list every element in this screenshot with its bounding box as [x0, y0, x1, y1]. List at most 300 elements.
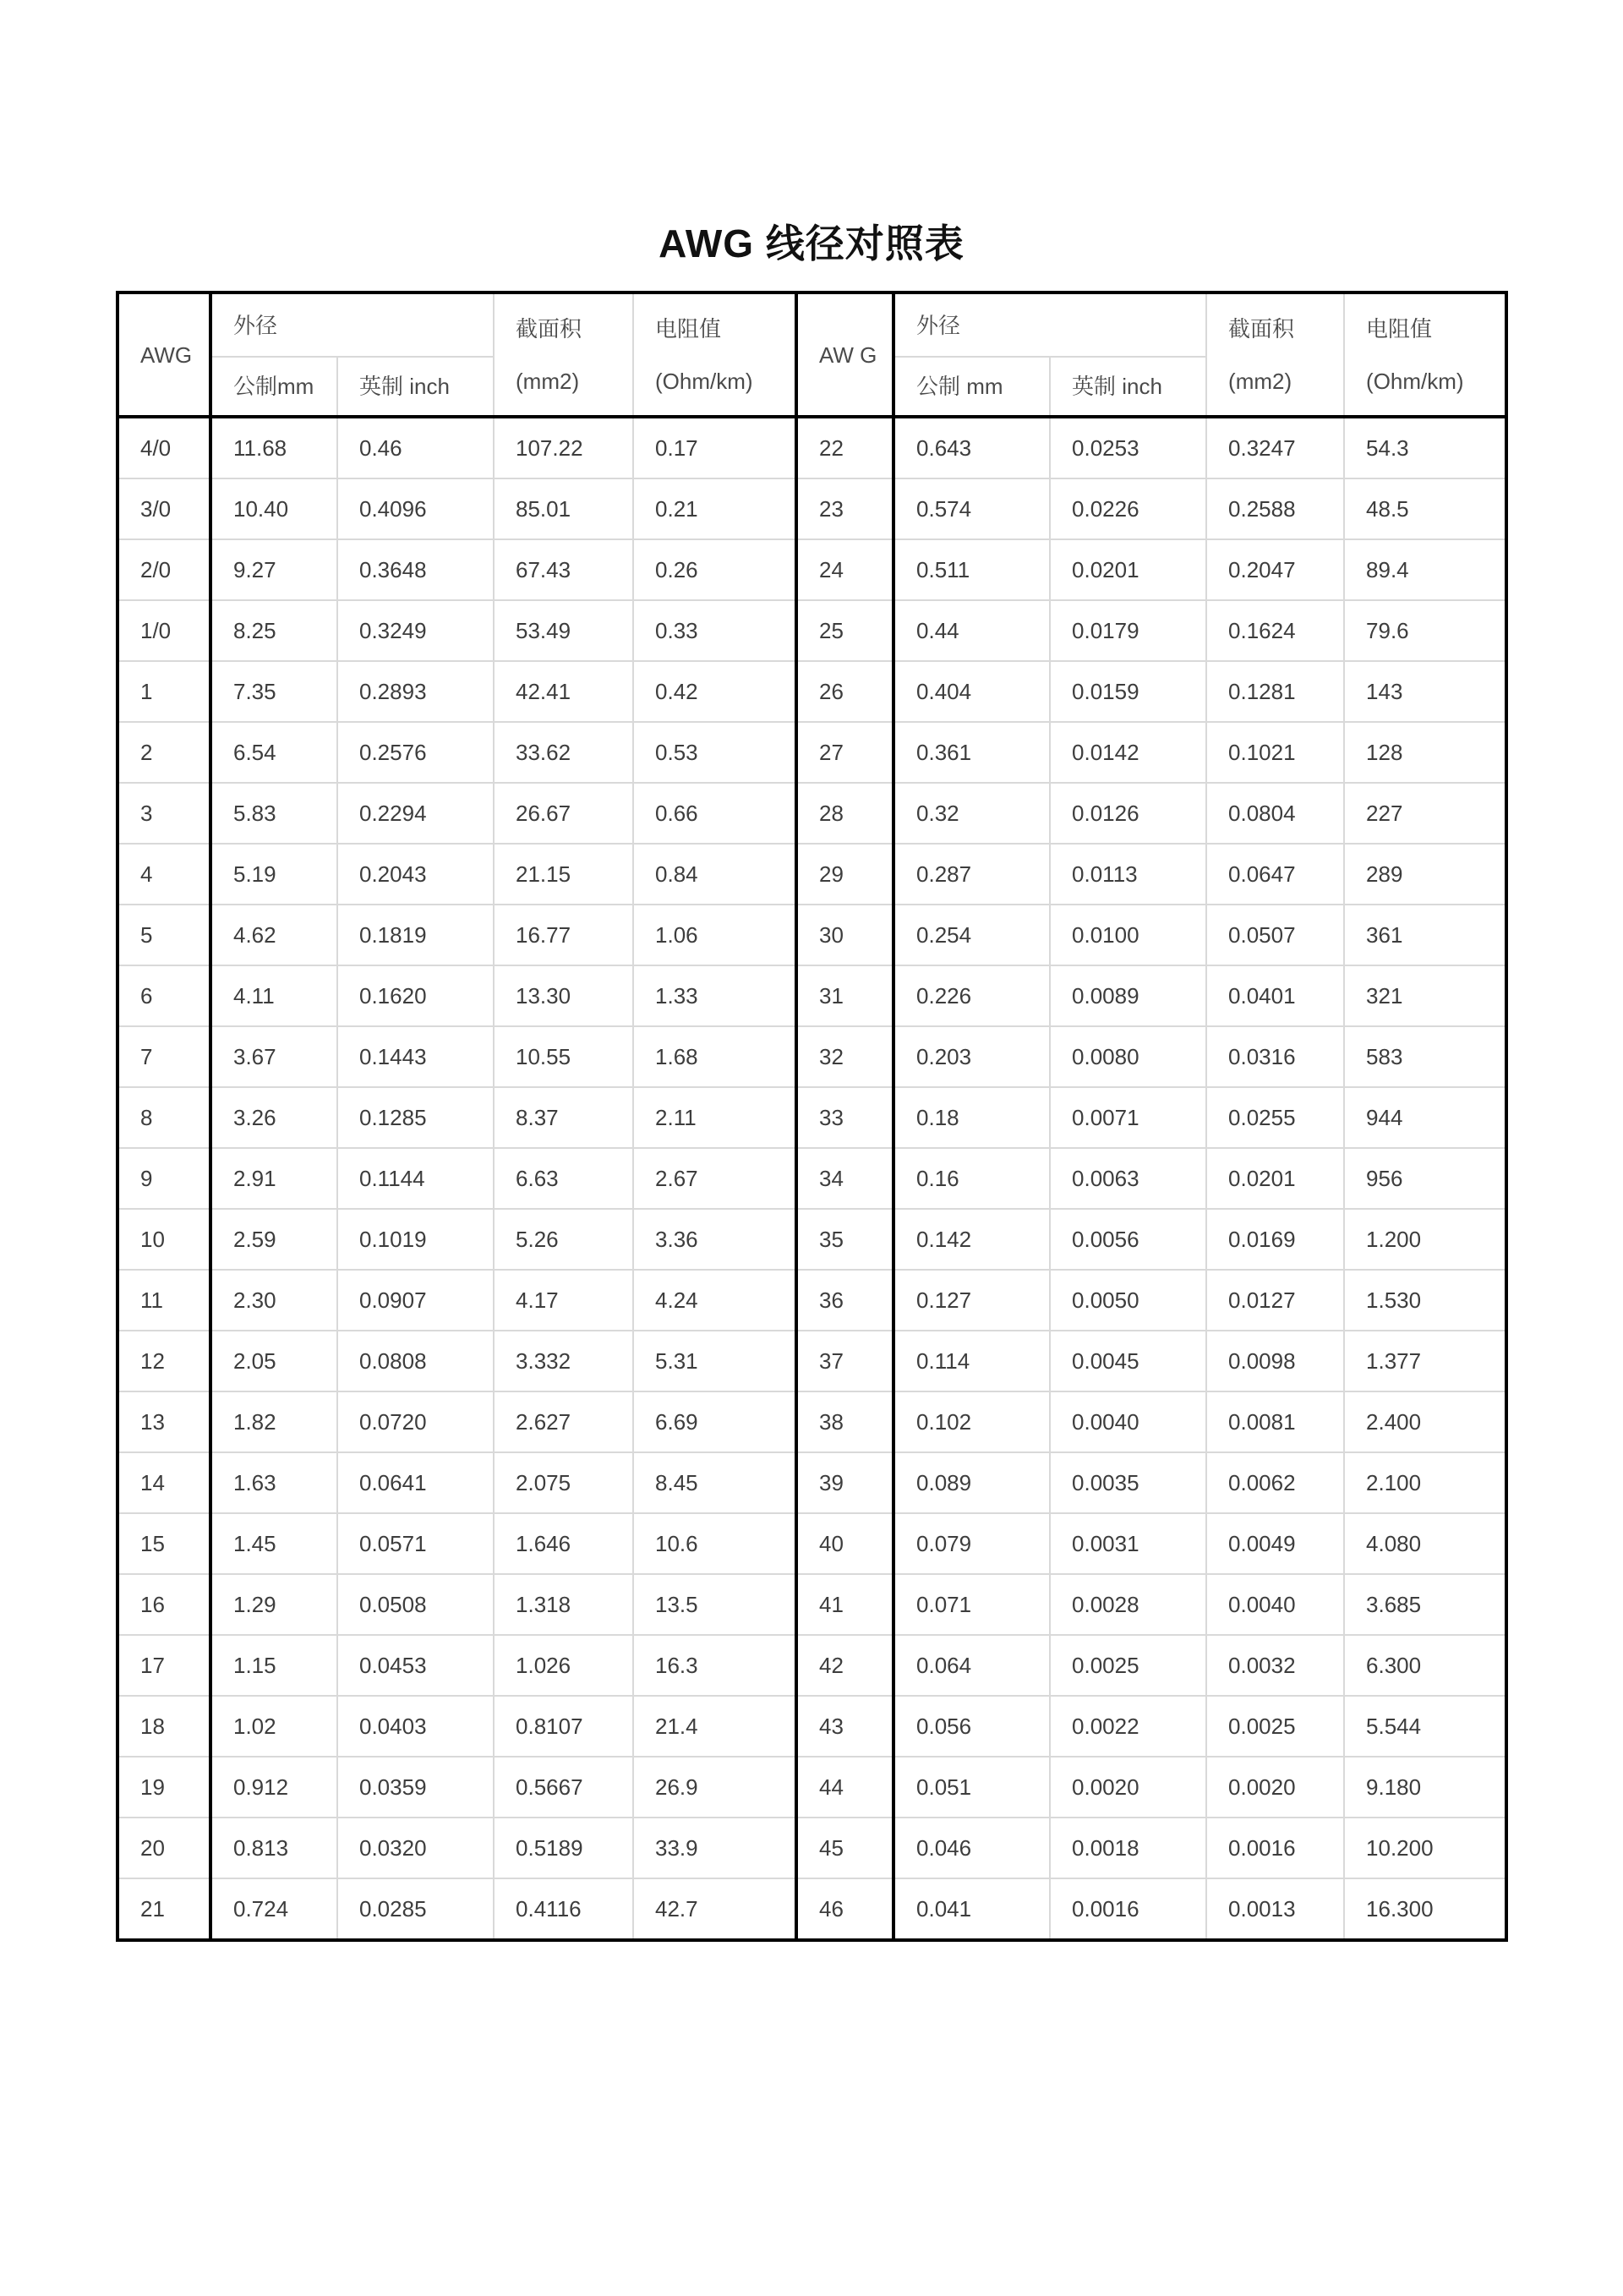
table-row — [117, 1331, 1506, 1391]
cell-resistance-right: 1.377 — [1344, 1331, 1506, 1391]
cell-resistance-right: 5.544 — [1344, 1696, 1506, 1757]
cell-awg-right: 44 — [796, 1757, 893, 1818]
cell-area-mm2-left: 67.43 — [494, 539, 633, 600]
table-row — [117, 1513, 1506, 1574]
cell-resistance-left: 1.06 — [633, 905, 796, 965]
cell-metric-mm-right: 0.114 — [893, 1331, 1050, 1391]
cell-resistance-right: 89.4 — [1344, 539, 1506, 600]
cell-area-mm2-right: 0.0401 — [1206, 965, 1344, 1026]
cell-imperial-inch-left: 0.1285 — [337, 1087, 494, 1148]
cell-imperial-inch-right: 0.0018 — [1050, 1818, 1206, 1878]
cell-metric-mm-left: 5.19 — [210, 844, 337, 905]
table-row — [117, 1574, 1506, 1635]
cell-awg-left: 2/0 — [117, 539, 210, 600]
cell-resistance-right: 16.300 — [1344, 1878, 1506, 1940]
cell-resistance-left: 0.84 — [633, 844, 796, 905]
cell-awg-right: 43 — [796, 1696, 893, 1757]
cell-area-mm2-left: 3.332 — [494, 1331, 633, 1391]
cell-awg-left: 11 — [117, 1270, 210, 1331]
cell-metric-mm-right: 0.051 — [893, 1757, 1050, 1818]
cell-imperial-inch-right: 0.0056 — [1050, 1209, 1206, 1270]
cell-area-mm2-left: 8.37 — [494, 1087, 633, 1148]
cell-metric-mm-left: 9.27 — [210, 539, 337, 600]
cell-awg-left: 17 — [117, 1635, 210, 1696]
cell-metric-mm-left: 8.25 — [210, 600, 337, 661]
cell-metric-mm-right: 0.361 — [893, 722, 1050, 783]
cell-awg-right: 35 — [796, 1209, 893, 1270]
cell-resistance-right: 289 — [1344, 844, 1506, 905]
cell-imperial-inch-right: 0.0089 — [1050, 965, 1206, 1026]
cell-awg-left: 10 — [117, 1209, 210, 1270]
cell-metric-mm-right: 0.287 — [893, 844, 1050, 905]
cell-awg-right: 24 — [796, 539, 893, 600]
cell-imperial-inch-right: 0.0080 — [1050, 1026, 1206, 1087]
cell-imperial-inch-left: 0.46 — [337, 417, 494, 478]
cell-imperial-inch-left: 0.0508 — [337, 1574, 494, 1635]
cell-resistance-left: 1.68 — [633, 1026, 796, 1087]
cell-imperial-inch-left: 0.0285 — [337, 1878, 494, 1940]
cell-awg-right: 46 — [796, 1878, 893, 1940]
cell-metric-mm-left: 2.05 — [210, 1331, 337, 1391]
cell-metric-mm-right: 0.203 — [893, 1026, 1050, 1087]
cell-area-mm2-right: 0.0049 — [1206, 1513, 1344, 1574]
cell-metric-mm-right: 0.089 — [893, 1452, 1050, 1513]
table-row — [117, 1878, 1506, 1940]
cell-metric-mm-right: 0.046 — [893, 1818, 1050, 1878]
cell-awg-right: 41 — [796, 1574, 893, 1635]
cell-imperial-inch-right: 0.0201 — [1050, 539, 1206, 600]
header-area-unit-left: (mm2) — [516, 368, 580, 394]
header-row-1 — [117, 292, 1506, 357]
table-row — [117, 1209, 1506, 1270]
cell-imperial-inch-right: 0.0071 — [1050, 1087, 1206, 1148]
header-resistance-title-right: 电阻值 — [1366, 315, 1433, 342]
cell-awg-left: 3/0 — [117, 478, 210, 539]
table-row — [117, 1148, 1506, 1209]
cell-metric-mm-left: 2.59 — [210, 1209, 337, 1270]
cell-area-mm2-right: 0.0804 — [1206, 783, 1344, 844]
cell-imperial-inch-right: 0.0253 — [1050, 417, 1206, 478]
cell-area-mm2-left: 53.49 — [494, 600, 633, 661]
cell-resistance-left: 0.66 — [633, 783, 796, 844]
cell-area-mm2-right: 0.2588 — [1206, 478, 1344, 539]
table-row — [117, 905, 1506, 965]
cell-metric-mm-left: 2.91 — [210, 1148, 337, 1209]
cell-metric-mm-right: 0.511 — [893, 539, 1050, 600]
cell-resistance-left: 0.33 — [633, 600, 796, 661]
cell-resistance-right: 583 — [1344, 1026, 1506, 1087]
cell-awg-left: 1/0 — [117, 600, 210, 661]
table-row — [117, 1087, 1506, 1148]
cell-imperial-inch-right: 0.0159 — [1050, 661, 1206, 722]
cell-metric-mm-left: 2.30 — [210, 1270, 337, 1331]
cell-metric-mm-left: 1.29 — [210, 1574, 337, 1635]
cell-area-mm2-left: 1.318 — [494, 1574, 633, 1635]
cell-area-mm2-right: 0.0201 — [1206, 1148, 1344, 1209]
cell-imperial-inch-left: 0.2043 — [337, 844, 494, 905]
cell-metric-mm-right: 0.127 — [893, 1270, 1050, 1331]
cell-metric-mm-left: 0.724 — [210, 1878, 337, 1940]
header-area-left — [494, 292, 633, 417]
cell-metric-mm-left: 1.82 — [210, 1391, 337, 1452]
cell-awg-left: 15 — [117, 1513, 210, 1574]
cell-metric-mm-right: 0.16 — [893, 1148, 1050, 1209]
cell-awg-right: 42 — [796, 1635, 893, 1696]
cell-imperial-inch-right: 0.0040 — [1050, 1391, 1206, 1452]
cell-awg-left: 3 — [117, 783, 210, 844]
header-resistance-left — [633, 292, 796, 417]
cell-area-mm2-left: 13.30 — [494, 965, 633, 1026]
cell-area-mm2-right: 0.0098 — [1206, 1331, 1344, 1391]
cell-area-mm2-left: 33.62 — [494, 722, 633, 783]
header-metric-right: 公制 mm — [893, 357, 1050, 417]
header-area-unit-right: (mm2) — [1228, 368, 1292, 394]
cell-imperial-inch-right: 0.0063 — [1050, 1148, 1206, 1209]
cell-imperial-inch-right: 0.0100 — [1050, 905, 1206, 965]
table-header — [117, 292, 1506, 417]
cell-area-mm2-right: 0.0169 — [1206, 1209, 1344, 1270]
cell-awg-right: 40 — [796, 1513, 893, 1574]
cell-resistance-right: 10.200 — [1344, 1818, 1506, 1878]
cell-resistance-right: 1.200 — [1344, 1209, 1506, 1270]
cell-awg-right: 29 — [796, 844, 893, 905]
cell-area-mm2-left: 107.22 — [494, 417, 633, 478]
cell-awg-left: 16 — [117, 1574, 210, 1635]
cell-metric-mm-right: 0.44 — [893, 600, 1050, 661]
cell-awg-right: 26 — [796, 661, 893, 722]
cell-resistance-right: 79.6 — [1344, 600, 1506, 661]
cell-area-mm2-left: 0.5667 — [494, 1757, 633, 1818]
cell-awg-left: 9 — [117, 1148, 210, 1209]
cell-resistance-left: 5.31 — [633, 1331, 796, 1391]
cell-resistance-left: 3.36 — [633, 1209, 796, 1270]
cell-resistance-right: 3.685 — [1344, 1574, 1506, 1635]
cell-resistance-left: 4.24 — [633, 1270, 796, 1331]
cell-metric-mm-left: 1.45 — [210, 1513, 337, 1574]
cell-awg-left: 6 — [117, 965, 210, 1026]
cell-imperial-inch-right: 0.0035 — [1050, 1452, 1206, 1513]
cell-area-mm2-right: 0.1021 — [1206, 722, 1344, 783]
header-area-title-left: 截面积 — [516, 315, 582, 342]
cell-area-mm2-left: 1.646 — [494, 1513, 633, 1574]
table-row — [117, 1026, 1506, 1087]
cell-resistance-right: 956 — [1344, 1148, 1506, 1209]
cell-resistance-left: 0.21 — [633, 478, 796, 539]
cell-imperial-inch-right: 0.0050 — [1050, 1270, 1206, 1331]
cell-imperial-inch-right: 0.0022 — [1050, 1696, 1206, 1757]
cell-awg-right: 30 — [796, 905, 893, 965]
awg-table — [116, 291, 1508, 1942]
cell-resistance-left: 13.5 — [633, 1574, 796, 1635]
cell-metric-mm-left: 3.67 — [210, 1026, 337, 1087]
cell-resistance-right: 944 — [1344, 1087, 1506, 1148]
cell-resistance-right: 321 — [1344, 965, 1506, 1026]
cell-imperial-inch-left: 0.1620 — [337, 965, 494, 1026]
cell-imperial-inch-left: 0.0641 — [337, 1452, 494, 1513]
cell-imperial-inch-left: 0.1019 — [337, 1209, 494, 1270]
table-row — [117, 965, 1506, 1026]
cell-awg-left: 7 — [117, 1026, 210, 1087]
cell-metric-mm-left: 10.40 — [210, 478, 337, 539]
cell-imperial-inch-right: 0.0031 — [1050, 1513, 1206, 1574]
table-row — [117, 1818, 1506, 1878]
table-row — [117, 1757, 1506, 1818]
table-row — [117, 1270, 1506, 1331]
cell-metric-mm-right: 0.102 — [893, 1391, 1050, 1452]
cell-area-mm2-right: 0.0040 — [1206, 1574, 1344, 1635]
cell-area-mm2-right: 0.3247 — [1206, 417, 1344, 478]
cell-awg-right: 25 — [796, 600, 893, 661]
cell-imperial-inch-left: 0.2294 — [337, 783, 494, 844]
table-row — [117, 600, 1506, 661]
cell-area-mm2-right: 0.0013 — [1206, 1878, 1344, 1940]
cell-awg-right: 32 — [796, 1026, 893, 1087]
cell-imperial-inch-left: 0.0403 — [337, 1696, 494, 1757]
cell-awg-right: 34 — [796, 1148, 893, 1209]
cell-awg-left: 21 — [117, 1878, 210, 1940]
cell-resistance-left: 0.42 — [633, 661, 796, 722]
cell-resistance-left: 1.33 — [633, 965, 796, 1026]
header-awg-right: AW G — [796, 292, 893, 417]
cell-metric-mm-right: 0.404 — [893, 661, 1050, 722]
cell-awg-right: 27 — [796, 722, 893, 783]
cell-area-mm2-right: 0.0507 — [1206, 905, 1344, 965]
cell-metric-mm-right: 0.18 — [893, 1087, 1050, 1148]
cell-resistance-left: 21.4 — [633, 1696, 796, 1757]
cell-imperial-inch-right: 0.0126 — [1050, 783, 1206, 844]
cell-metric-mm-left: 1.02 — [210, 1696, 337, 1757]
cell-metric-mm-left: 11.68 — [210, 417, 337, 478]
cell-area-mm2-left: 16.77 — [494, 905, 633, 965]
cell-awg-right: 36 — [796, 1270, 893, 1331]
cell-area-mm2-right: 0.2047 — [1206, 539, 1344, 600]
cell-metric-mm-right: 0.226 — [893, 965, 1050, 1026]
cell-imperial-inch-right: 0.0016 — [1050, 1878, 1206, 1940]
cell-imperial-inch-right: 0.0179 — [1050, 600, 1206, 661]
cell-metric-mm-right: 0.079 — [893, 1513, 1050, 1574]
cell-resistance-left: 8.45 — [633, 1452, 796, 1513]
table-row — [117, 1635, 1506, 1696]
cell-resistance-left: 10.6 — [633, 1513, 796, 1574]
table-row — [117, 844, 1506, 905]
cell-area-mm2-right: 0.0081 — [1206, 1391, 1344, 1452]
cell-awg-right: 31 — [796, 965, 893, 1026]
cell-area-mm2-left: 0.5189 — [494, 1818, 633, 1878]
header-outer-diameter-right: 外径 — [893, 292, 1206, 357]
cell-awg-right: 22 — [796, 417, 893, 478]
cell-metric-mm-left: 1.63 — [210, 1452, 337, 1513]
cell-area-mm2-left: 0.4116 — [494, 1878, 633, 1940]
cell-resistance-left: 0.26 — [633, 539, 796, 600]
cell-imperial-inch-left: 0.2576 — [337, 722, 494, 783]
cell-resistance-left: 2.67 — [633, 1148, 796, 1209]
cell-awg-left: 19 — [117, 1757, 210, 1818]
cell-imperial-inch-right: 0.0142 — [1050, 722, 1206, 783]
cell-imperial-inch-right: 0.0226 — [1050, 478, 1206, 539]
cell-area-mm2-right: 0.0255 — [1206, 1087, 1344, 1148]
cell-metric-mm-left: 7.35 — [210, 661, 337, 722]
cell-awg-left: 8 — [117, 1087, 210, 1148]
cell-area-mm2-right: 0.0062 — [1206, 1452, 1344, 1513]
header-imperial-right: 英制 inch — [1050, 357, 1206, 417]
header-area-title-right: 截面积 — [1228, 315, 1295, 342]
cell-metric-mm-right: 0.254 — [893, 905, 1050, 965]
cell-metric-mm-right: 0.574 — [893, 478, 1050, 539]
cell-imperial-inch-left: 0.3648 — [337, 539, 494, 600]
cell-resistance-right: 2.100 — [1344, 1452, 1506, 1513]
cell-resistance-right: 1.530 — [1344, 1270, 1506, 1331]
cell-imperial-inch-left: 0.2893 — [337, 661, 494, 722]
cell-metric-mm-left: 1.15 — [210, 1635, 337, 1696]
cell-resistance-right: 361 — [1344, 905, 1506, 965]
cell-imperial-inch-left: 0.0453 — [337, 1635, 494, 1696]
cell-resistance-left: 0.17 — [633, 417, 796, 478]
header-resistance-right — [1344, 292, 1506, 417]
cell-area-mm2-right: 0.0025 — [1206, 1696, 1344, 1757]
cell-metric-mm-left: 0.912 — [210, 1757, 337, 1818]
cell-metric-mm-left: 4.62 — [210, 905, 337, 965]
cell-resistance-right: 9.180 — [1344, 1757, 1506, 1818]
cell-imperial-inch-left: 0.0320 — [337, 1818, 494, 1878]
cell-imperial-inch-right: 0.0020 — [1050, 1757, 1206, 1818]
header-area-right — [1206, 292, 1344, 417]
cell-awg-left: 12 — [117, 1331, 210, 1391]
cell-awg-left: 4 — [117, 844, 210, 905]
table-row — [117, 1696, 1506, 1757]
table-row — [117, 1391, 1506, 1452]
cell-resistance-right: 227 — [1344, 783, 1506, 844]
header-metric-left: 公制mm — [210, 357, 337, 417]
cell-resistance-left: 42.7 — [633, 1878, 796, 1940]
cell-imperial-inch-left: 0.1144 — [337, 1148, 494, 1209]
cell-area-mm2-right: 0.0316 — [1206, 1026, 1344, 1087]
cell-resistance-left: 33.9 — [633, 1818, 796, 1878]
cell-resistance-left: 26.9 — [633, 1757, 796, 1818]
cell-metric-mm-right: 0.064 — [893, 1635, 1050, 1696]
cell-imperial-inch-left: 0.0720 — [337, 1391, 494, 1452]
cell-imperial-inch-right: 0.0113 — [1050, 844, 1206, 905]
cell-resistance-right: 128 — [1344, 722, 1506, 783]
table-row — [117, 417, 1506, 478]
cell-awg-right: 28 — [796, 783, 893, 844]
cell-metric-mm-left: 4.11 — [210, 965, 337, 1026]
cell-resistance-left: 16.3 — [633, 1635, 796, 1696]
cell-imperial-inch-left: 0.0808 — [337, 1331, 494, 1391]
cell-awg-right: 39 — [796, 1452, 893, 1513]
cell-metric-mm-right: 0.071 — [893, 1574, 1050, 1635]
cell-imperial-inch-left: 0.3249 — [337, 600, 494, 661]
cell-imperial-inch-left: 0.0571 — [337, 1513, 494, 1574]
table-row — [117, 1452, 1506, 1513]
header-imperial-left: 英制 inch — [337, 357, 494, 417]
header-resistance-unit-left: (Ohm/km) — [655, 368, 753, 394]
table-row — [117, 661, 1506, 722]
cell-area-mm2-left: 85.01 — [494, 478, 633, 539]
cell-resistance-left: 6.69 — [633, 1391, 796, 1452]
cell-metric-mm-left: 5.83 — [210, 783, 337, 844]
page-title: AWG 线径对照表 — [658, 221, 965, 265]
cell-awg-left: 4/0 — [117, 417, 210, 478]
cell-metric-mm-right: 0.041 — [893, 1878, 1050, 1940]
cell-awg-right: 33 — [796, 1087, 893, 1148]
cell-awg-left: 2 — [117, 722, 210, 783]
cell-awg-left: 18 — [117, 1696, 210, 1757]
cell-awg-right: 38 — [796, 1391, 893, 1452]
cell-resistance-right: 6.300 — [1344, 1635, 1506, 1696]
cell-area-mm2-right: 0.0016 — [1206, 1818, 1344, 1878]
header-resistance-unit-right: (Ohm/km) — [1366, 368, 1464, 394]
cell-resistance-left: 0.53 — [633, 722, 796, 783]
cell-imperial-inch-right: 0.0025 — [1050, 1635, 1206, 1696]
cell-area-mm2-left: 5.26 — [494, 1209, 633, 1270]
cell-resistance-left: 2.11 — [633, 1087, 796, 1148]
header-resistance-title-left: 电阻值 — [655, 315, 722, 342]
cell-area-mm2-left: 2.075 — [494, 1452, 633, 1513]
cell-metric-mm-left: 6.54 — [210, 722, 337, 783]
cell-area-mm2-right: 0.0032 — [1206, 1635, 1344, 1696]
cell-area-mm2-right: 0.1624 — [1206, 600, 1344, 661]
cell-awg-right: 23 — [796, 478, 893, 539]
cell-resistance-right: 4.080 — [1344, 1513, 1506, 1574]
cell-area-mm2-right: 0.1281 — [1206, 661, 1344, 722]
table-row — [117, 539, 1506, 600]
cell-area-mm2-left: 42.41 — [494, 661, 633, 722]
cell-awg-left: 5 — [117, 905, 210, 965]
table-body — [117, 417, 1506, 1940]
cell-awg-left: 20 — [117, 1818, 210, 1878]
cell-metric-mm-right: 0.056 — [893, 1696, 1050, 1757]
cell-area-mm2-left: 1.026 — [494, 1635, 633, 1696]
cell-metric-mm-left: 3.26 — [210, 1087, 337, 1148]
cell-metric-mm-right: 0.142 — [893, 1209, 1050, 1270]
cell-imperial-inch-left: 0.4096 — [337, 478, 494, 539]
cell-area-mm2-left: 21.15 — [494, 844, 633, 905]
cell-area-mm2-left: 2.627 — [494, 1391, 633, 1452]
cell-resistance-right: 48.5 — [1344, 478, 1506, 539]
cell-area-mm2-left: 0.8107 — [494, 1696, 633, 1757]
cell-imperial-inch-left: 0.1443 — [337, 1026, 494, 1087]
cell-awg-right: 45 — [796, 1818, 893, 1878]
cell-resistance-right: 2.400 — [1344, 1391, 1506, 1452]
cell-metric-mm-right: 0.32 — [893, 783, 1050, 844]
cell-metric-mm-left: 0.813 — [210, 1818, 337, 1878]
table-row — [117, 722, 1506, 783]
cell-resistance-right: 54.3 — [1344, 417, 1506, 478]
cell-awg-right: 37 — [796, 1331, 893, 1391]
table-row — [117, 478, 1506, 539]
cell-awg-left: 1 — [117, 661, 210, 722]
cell-metric-mm-right: 0.643 — [893, 417, 1050, 478]
cell-area-mm2-right: 0.0127 — [1206, 1270, 1344, 1331]
cell-awg-left: 14 — [117, 1452, 210, 1513]
cell-imperial-inch-left: 0.0359 — [337, 1757, 494, 1818]
cell-area-mm2-left: 26.67 — [494, 783, 633, 844]
header-outer-diameter-left: 外径 — [210, 292, 494, 357]
cell-imperial-inch-left: 0.0907 — [337, 1270, 494, 1331]
cell-area-mm2-right: 0.0647 — [1206, 844, 1344, 905]
cell-resistance-right: 143 — [1344, 661, 1506, 722]
cell-imperial-inch-right: 0.0028 — [1050, 1574, 1206, 1635]
cell-imperial-inch-right: 0.0045 — [1050, 1331, 1206, 1391]
table-row — [117, 783, 1506, 844]
cell-area-mm2-left: 10.55 — [494, 1026, 633, 1087]
cell-area-mm2-left: 4.17 — [494, 1270, 633, 1331]
cell-area-mm2-right: 0.0020 — [1206, 1757, 1344, 1818]
cell-area-mm2-left: 6.63 — [494, 1148, 633, 1209]
header-awg-left: AWG — [117, 292, 210, 417]
cell-awg-left: 13 — [117, 1391, 210, 1452]
cell-imperial-inch-left: 0.1819 — [337, 905, 494, 965]
